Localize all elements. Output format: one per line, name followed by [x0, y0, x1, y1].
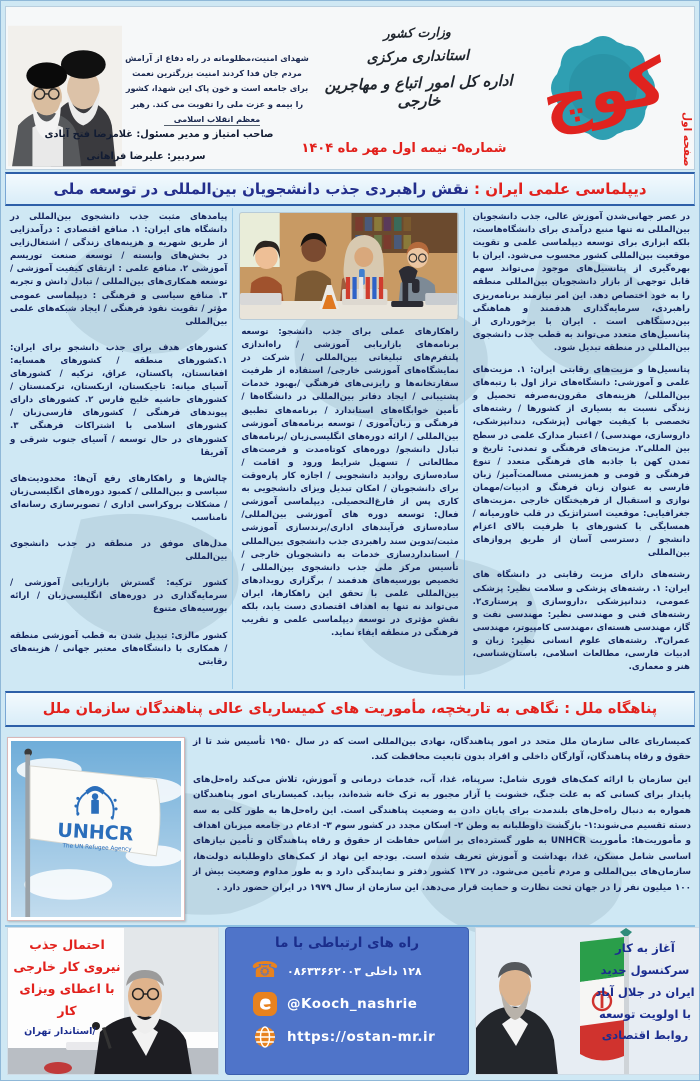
- article-paragraph: کشور مالزی: تبدیل شدن به قطب آموزشی منطقه / همکاری با دانشگاه‌های معتبر جهانی / هزینه‌های رقابتی: [10, 630, 228, 667]
- article2-body: [5, 729, 695, 927]
- editor-line: سردبیر: علیرضا فراهانی: [86, 151, 206, 162]
- masthead: [5, 6, 695, 170]
- article1-title: نقش راهبردی جذب دانشجویان بین‌المللی در توسعه ملی: [53, 180, 470, 198]
- article1-column-3: [5, 208, 233, 689]
- governor-news-credit: /استاندار تهران: [24, 1026, 96, 1037]
- article-paragraph: این سازمان با ارائه کمک‌های فوری شامل: سرپناه، غذا، آب، خدمات درمانی و آموزش، تلاش می‌کند راه‌حل‌های پایدار برای کسانی که به علت جنگ، خشونت یا آزار مجبور به ترک خانه شده‌اند، بیابد. کمیساریای امور پناهندگان همواره به دنبال راه‌حل‌های بلندمدت برای پایان دادن به وضعیت پناهندگی است. این راه‌حل‌ها به طور کلی به سه دسته تقسیم می‌شوند:۱- بازگشت داوطلبانه به وطن ۲- اسکان مجدد در کشور سوم ۳- ادغام در جامعه میزبان اهداف و مأموریت‌ها: مأموریت UNHCR به طور گسترده‌ای بر اساس حفاظت از حقوق و رفاه پناهندگان و تأمین نیازهای اساسی شامل مسکن، غذا، بهداشت و آموزش تعریف شده است. بودجه این نهاد از کمک‌های داوطلبانه دولت‌ها، سازمان‌های بین‌المللی و مردم تأمین می‌شود. در ۱۳۷ کشور دفتر و نمایندگی دارد و به طور مداوم وضعیت بیش از ۱۰۰ میلیون نفر را در جهان تحت نظارت و حمایت قرار می‌دهد. این سازمان از سال ۱۹۷۹ در ایران حضور دارد .: [193, 774, 691, 893]
- contact-phone-number[interactable]: ۱۲۸ داخلی ۰۸۶۳۳۶۶۲۰۰۳: [287, 964, 422, 978]
- article-paragraph: کمیساریای عالی سازمان ملل متحد در امور پناهندگان، نهادی بین‌المللی است که در سال ۱۹۵۰ تأسیس شد تا از حقوق و رفاه پناهندگان، آوارگان داخلی و افراد بدون تابعیت محافظت کند.: [193, 737, 691, 763]
- contact-title: راه های ارتباطی با ما: [275, 935, 419, 951]
- article-paragraph: چالش‌ها و راهکارهای رفع آن‌ها: محدودیت‌های سیاسی و بین‌المللی / کمبود دوره‌های انگلیسی‌زبان / مشکلات بروکراسی اداری / تصویرسازی رسانه‌ای نامناسب: [10, 473, 228, 523]
- article2-title: پناهگاه ملل : نگاهی به تاریخچه، مأموریت های کمیساریای عالی پناهندگان سازمان ملل: [42, 701, 658, 717]
- article-paragraph: مدل‌های موفق در منطقه در جذب دانشجوی بین‌المللی: [10, 539, 228, 563]
- leaders-portrait-photo: [8, 23, 122, 169]
- unhcr-flag-tagline: The UN Refugee Agency: [62, 843, 132, 853]
- issue-date-line: شماره۵- نیمه اول مهر ماه ۱۴۰۴: [301, 141, 507, 156]
- bureau-line: اداره کل امور اتباع و مهاجرین خارجی: [324, 71, 513, 111]
- news-card-governor: [7, 927, 219, 1075]
- contact-phone-row[interactable]: [226, 958, 468, 984]
- quote-divider: [164, 125, 260, 126]
- contact-website-row[interactable]: [226, 1024, 468, 1050]
- article2-text: [193, 735, 691, 903]
- leader-quote: شهدای امنیت،مظلومانه در راه دفاع از آرامش مردم جان فدا کردند امنیت بزرگترین نعمت برای جامعه است و خون پاک این شهدا، کشور را بیمه و عزت ملی را تقویت می کند. رهبر معظم انقلاب اسلامی: [125, 53, 309, 124]
- article1-column-1: [468, 208, 695, 689]
- article-paragraph: در عصر جهانی‌شدن آموزش عالی، جذب دانشجویان بین‌المللی نه تنها منبع درآمدی برای دانشگاه‌هاست، بلکه ابزاری برای توسعه دیپلماسی علمی و تقویت موقعیت بین‌المللی کشور محسوب می‌شود. ایران با بهره‌گیری از پتانسیل‌های موجود می‌تواند سهم قابل توجهی از بازار دانشجویان بین‌المللی منطقه را به خود اختصاص دهد. این امر نیازمند برنامه‌ریزی راهبردی، سرمایه‌گذاری هدفمند و هماهنگی بین‌دستگاهی است . ایران با برخورداری از پتانسیل‌های متعدد می‌تواند به قطب جذب دانشجوی بین‌المللی در منطقه تبدیل شود.: [472, 212, 690, 353]
- logo-wordmark: کوچ: [536, 44, 671, 140]
- kooch-logo: [526, 9, 680, 167]
- contact-eitaa-handle[interactable]: @Kooch_nashrie: [287, 996, 418, 1012]
- article1-body: [5, 208, 695, 689]
- students-lab-photo: [239, 212, 458, 320]
- article-paragraph: کشورهای هدف برای جذب دانشجو برای ایران: ۱.کشورهای منطقه / کشورهای همسایه: افغانستان، پاکستان، عراق، ترکیه / کشورهای آسیای میانه: تاجیکستان، ازبکستان، ترکمنستان / کشورهای حاشیه خلیج فارس ۲. کشورهای دارای پیوندهای فرهنگی / کشورهای فارسی‌زبان / کشورهای اسلامی با اشتراکات فرهنگی ۳. کشورهای در حال توسعه / آسیای جنوب شرقی و آفریقا: [10, 342, 228, 458]
- article-paragraph: پیامدهای مثبت جذب دانشجوی بین‌المللی در دانشگاه های ایران: ۱. منافع اقتصادی : درآمدزایی از طریق شهریه و هزینه‌های زندگی / اشتغال‌زایی در بخش‌های وابسته / توسعه صنعت توریسم آموزشی ۲. منافع علمی : ارتقای کیفیت آموزشی / توسعه همکاری‌های بین‌المللی / تبادل دانش و تجربه ۳. منافع سیاسی و فرهنگی : دیپلماسی عمومی مؤثر / تقویت نفوذ فرهنگی / ایجاد شبکه‌های علمی بین‌المللی: [10, 212, 228, 327]
- article1-column-2: [236, 208, 464, 689]
- footer-strip: [5, 927, 695, 1077]
- phone-icon: ☎: [251, 958, 279, 983]
- article-paragraph: کشور ترکیه: گسترش بازاریابی آموزشی / سرمایه‌گذاری در دوره‌های انگلیسی‌زبان / ارائه بورسیه‌های متنوع: [10, 578, 228, 615]
- unhcr-flag-photo: [7, 737, 185, 921]
- article-paragraph: رشته‌های دارای مزیت رقابتی در دانشگاه های ایران: ۱. رشته‌های پزشکی و سلامت نظیر: پزشکی عمومی، دندانپزشکی ،داروسازی و پرستاری۲. رشته‌های فنی و مهندسی نظیر: مهندسی نفت و گاز، مهندسی هسته‌ای ،مهندسی کامپیوتر، مهندسی عمران۳. رشته‌های علوم انسانی نظیر: زبان و ادبیات فارسی، مطالعات اسلامی، باستان‌شناسی، هنر و معماری.: [472, 570, 690, 673]
- globe-icon: [252, 1024, 278, 1050]
- news-card-consul: [475, 927, 700, 1075]
- governor-news-caption: احتمال جذب نیروی کار خارجی با اعطای ویزای کار: [13, 937, 121, 1018]
- contact-website-url[interactable]: https://ostan-mr.ir: [287, 1029, 436, 1045]
- consul-news-caption: آغاز به کار سرکنسول جدید ایران در جلال آباد با اولویت توسعه روابط اقتصادی: [595, 941, 695, 1043]
- owner-line: صاحب امتیاز و مدیر مسئول: غلامرضا فتح آبادی: [44, 129, 274, 140]
- eitaa-icon: [252, 991, 278, 1017]
- page-number-label: صفحه اول: [681, 112, 693, 167]
- contact-box: [225, 927, 469, 1075]
- article-paragraph: پتانسیل‌ها و مزیت‌های رقابتی ایران: ۱. مزیت‌های علمی و آموزشی: دانشگاه‌های تراز اول با رتبه‌های بین‌المللی/ هزینه‌های مقرون‌به‌صرفه تحصیل و زندگی نسبت به بسیاری از کشورها / رشته‌های تخصصی با کیفیت جهانی (پزشکی، دندانپزشکی، داروسازی، مهندسی) / اعتبار مدارک علمی در سطح بین المللی۲. مزیت‌های فرهنگی و تمدنی: تاریخ و تمدن کهن با جاذبه های فرهنگی متعدد / تنوع فرهنگی و قومی و همزیستی مسالمت‌آمیز/ زبان فارسی به عنوان زبان فرهنگ و ادبیات/مهمان نوازی و استقبال از فرهیختگان خارجی .مزیت‌های جغرافیایی: موقعیت استراتژیک در قلب خاورمیانه / همسایگی با کشورهای با ظرفیت بالای اعزام دانشجو / دسترسی آسان از طریق پروازهای بین‌المللی: [472, 365, 690, 559]
- contact-eitaa-row[interactable]: [226, 991, 468, 1017]
- article2-headline-bar: [5, 691, 695, 727]
- article1-headline-bar: [5, 172, 695, 206]
- organization-block: [303, 14, 533, 113]
- article-paragraph: راهکارهای عملی برای جذب دانشجو: توسعه برنامه‌های بازاریابی آموزشی / راه‌اندازی پلتفرم‌های تبلیغاتی بین‌المللی / شرکت در نمایشگاه‌های آموزشی خارجی/ استفاده از ظرفیت سفارتخانه‌ها و رایزنی‌های فرهنگی /بهبود خدمات پشتیبانی / ایجاد دفاتر بین‌المللی در دانشگاه‌ها / تأمین خوابگاه‌های استاندارد / برنامه‌های تطبیق فرهنگی و زبان‌آموزی / توسعه برنامه‌های آموزشی بین‌المللی / ارائه دوره‌های انگلیسی‌زبان /برنامه‌های تبادل دانشجو/ دوره‌های کوتاه‌مدت و فرصت‌های مطالعاتی / تسهیل شرایط ورود و اقامت / ساده‌سازی روادید دانشجویی / اجازه کار پاره‌وقت برای دانشجویان / امکان تبدیل ویزای دانشجویی به کاری پس از فارغ‌التحصیلی. دیپلماسی آموزشی فعال: توسعه دوره های آموزشی بین‌المللی/ساده‌سازی فرآیندهای اداری/برندسازی آموزشی مثبت/تدوین سند راهبردی جذب دانشجوی بین‌المللی / استانداردسازی خدمات به دانشجویان خارجی / تأسیس مرکز ملی جذب دانشجوی بین‌المللی / تخصیص بورسیه‌های هدفمند / برگزاری رویدادهای بین‌المللی علمی با تحقق این راهکارها، ایران می‌تواند نه تنها به اهداف اقتصادی دست یابد، بلکه نقش مؤثری در توسعه دیپلماسی علمی و تقریب فرهنگی در منطقه ایفاء نماید.: [241, 327, 459, 639]
- unhcr-flag-acronym: UNHCR: [56, 818, 135, 846]
- article1-column-2-text: [241, 326, 458, 640]
- article1-topic: دیپلماسی علمی ایران :: [474, 180, 647, 198]
- ministry-line: وزارت کشور: [383, 24, 452, 41]
- governorate-line: استانداری مرکزی: [366, 47, 470, 67]
